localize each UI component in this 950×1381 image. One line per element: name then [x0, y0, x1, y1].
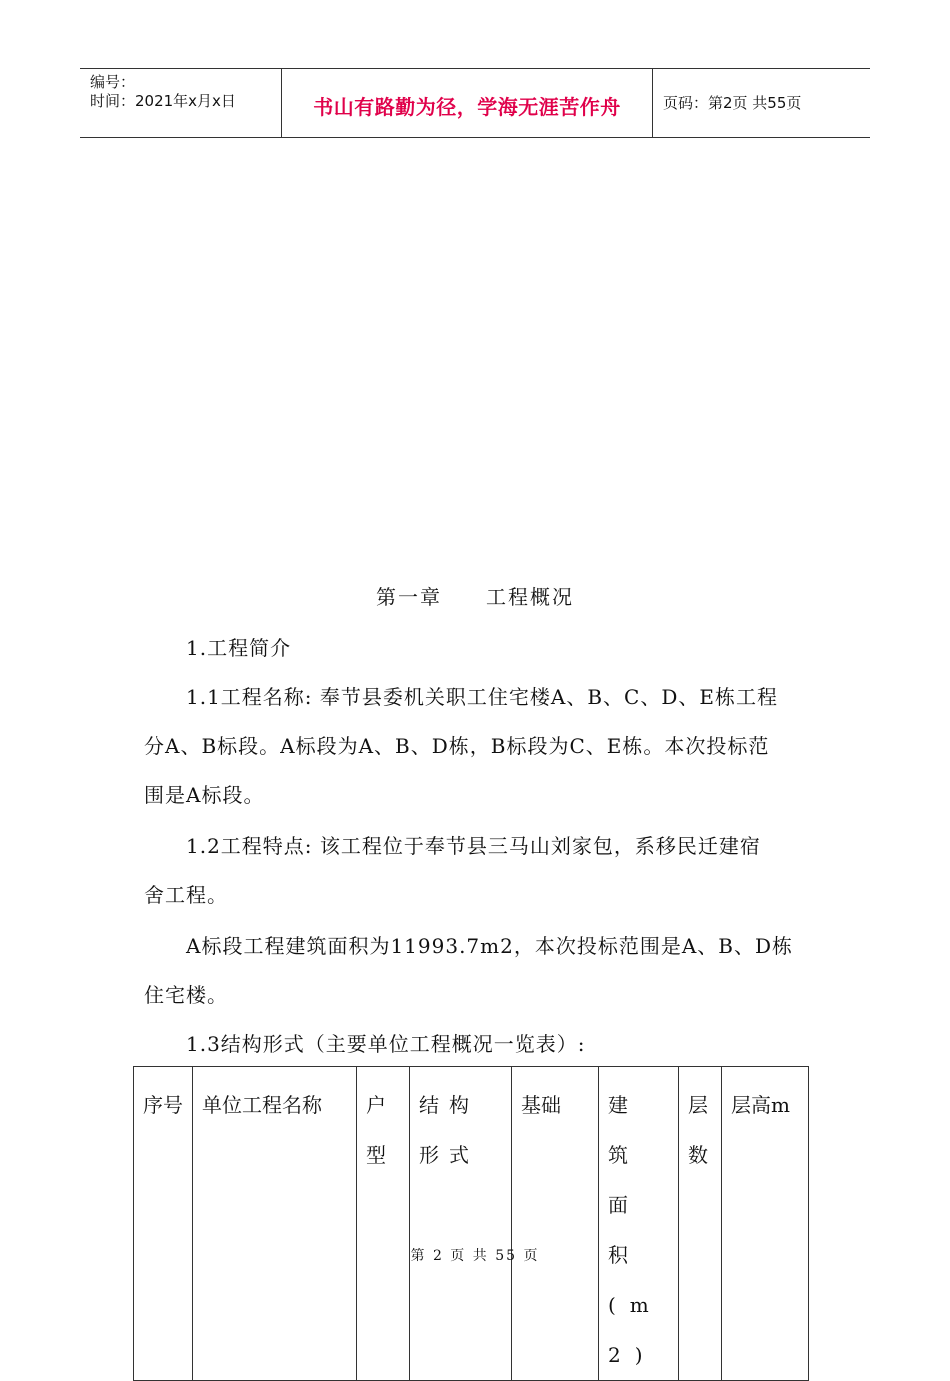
- table-header-cell: 结构形式: [410, 1067, 512, 1381]
- paragraph-line: A标段工程建筑面积为11993.7m2，本次投标范围是A、B、D栋: [186, 934, 794, 958]
- table-header-cell: 基础: [512, 1067, 599, 1381]
- header-page-cell: [653, 69, 870, 137]
- section-heading-intro: 1.工程简介: [186, 636, 292, 660]
- table-header-cell: 层数: [679, 1067, 722, 1381]
- page-footer: 第 2 页 共 55 页: [410, 1248, 540, 1264]
- header-motto-cell: [282, 69, 653, 137]
- paragraph-line: 1.2工程特点: 该工程位于奉节县三马山刘家包，系移民迁建宿: [186, 834, 761, 858]
- paragraph-line: 住宅楼。: [144, 983, 228, 1007]
- paragraph-line: 1.1工程名称: 奉节县委机关职工住宅楼A、B、C、D、E栋工程: [186, 685, 778, 709]
- page-label: 页码：第2页 共55页: [663, 94, 802, 112]
- table-header-cell: 单位工程名称: [193, 1067, 357, 1381]
- table-header-cell: 层高m: [722, 1067, 809, 1381]
- paragraph-line: 分A、B标段。A标段为A、B、D栋，B标段为C、E栋。本次投标范: [144, 734, 770, 758]
- motto: 书山有路勤为径，学海无涯苦作舟: [313, 95, 621, 119]
- date-label: 时间：2021年x月x日: [90, 92, 236, 110]
- chapter-title: 工程概况: [486, 585, 574, 609]
- project-overview-table: [133, 1066, 809, 1381]
- paragraph-line: 围是A标段。: [144, 783, 265, 807]
- table-header-cell: 序号: [134, 1067, 193, 1381]
- chapter-number: 第一章: [376, 585, 442, 609]
- document-header: [80, 68, 870, 138]
- table-header-row: [134, 1067, 809, 1381]
- table-header-cell: 建筑面积(m2): [599, 1067, 679, 1381]
- paragraph-line: 舍工程。: [144, 883, 228, 907]
- chapter-heading: [0, 583, 950, 611]
- serial-label: 编号：: [90, 73, 136, 91]
- header-meta-cell: [80, 69, 282, 137]
- table-header-cell: 户型: [357, 1067, 410, 1381]
- paragraph-line: 1.3结构形式（主要单位工程概况一览表）:: [186, 1032, 586, 1056]
